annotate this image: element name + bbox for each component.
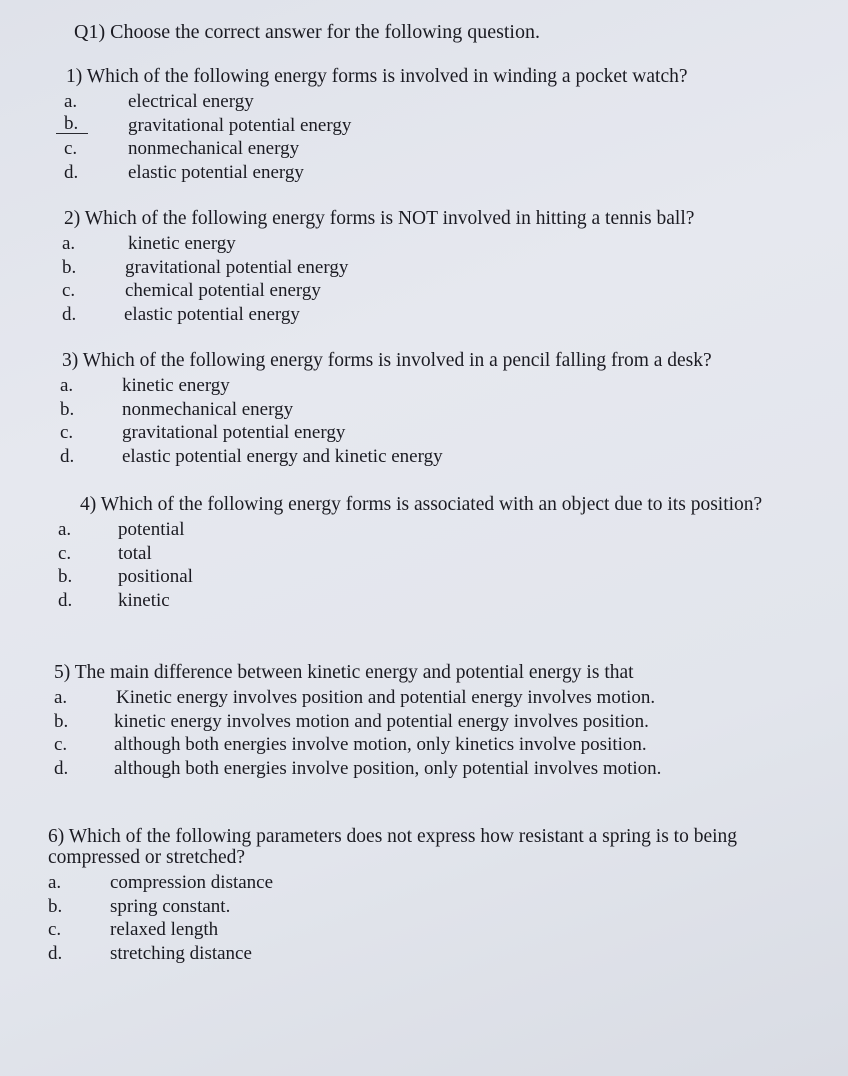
option-text: elastic potential energy [124, 303, 300, 325]
option-text: kinetic [118, 589, 170, 611]
option-letter: c. [58, 542, 72, 564]
option-letter: d. [62, 303, 77, 325]
option [54, 733, 814, 757]
option-selected [64, 114, 824, 138]
option-letter: a. [62, 233, 76, 254]
question-text: 2) Which of the following energy forms is NOT involved in hitting a tennis ball? [64, 208, 695, 229]
option-letter: a. [58, 519, 72, 540]
option-text: stretching distance [110, 942, 252, 964]
option [60, 398, 820, 422]
option-letter: c. [48, 919, 62, 940]
question-text: 3) Which of the following energy forms is involved in a pencil falling from a desk? [62, 350, 712, 371]
option-text: compression distance [110, 872, 274, 893]
option [58, 565, 818, 589]
option-text: kinetic energy [128, 233, 236, 254]
option-text: Kinetic energy involves position and potential energy involves motion. [116, 687, 656, 708]
option-text: gravitational potential energy [128, 114, 352, 136]
option-letter: d. [58, 589, 73, 611]
option [62, 303, 822, 327]
option-letter: a. [48, 872, 62, 893]
option-text: nonmechanical energy [128, 138, 300, 159]
option [58, 542, 818, 566]
option-text: elastic potential energy [128, 161, 304, 183]
option-text: although both energies involve motion, only kinetics involve position. [114, 734, 647, 755]
option-text: gravitational potential energy [125, 256, 349, 278]
option-text: nonmechanical energy [122, 398, 294, 420]
option-letter: c. [62, 280, 76, 301]
question-4 [58, 494, 818, 612]
question-5 [54, 662, 814, 780]
option-letter: d. [48, 942, 63, 964]
option-letter: c. [54, 734, 68, 755]
question-text: 4) Which of the following energy forms is associated with an object due to its position? [80, 494, 763, 515]
option [60, 374, 820, 398]
question-6 [48, 826, 808, 965]
option [54, 757, 814, 781]
option [48, 895, 808, 919]
option-letter: a. [60, 375, 74, 396]
option [58, 589, 818, 613]
option-text: kinetic energy [122, 375, 230, 396]
option-text: gravitational potential energy [122, 422, 346, 443]
question-3 [60, 350, 820, 468]
option-text: elastic potential energy and kinetic energy [122, 445, 443, 467]
option-letter: a. [64, 91, 78, 112]
option-text: relaxed length [110, 919, 219, 940]
option-text: spring constant. [110, 895, 231, 917]
option [60, 445, 820, 469]
option [64, 161, 824, 185]
option [48, 918, 808, 942]
option [62, 279, 822, 303]
option-letter: a. [54, 687, 68, 708]
option-letter: b. [58, 566, 73, 587]
question-text: 1) Which of the following energy forms is involved in winding a pocket watch? [66, 66, 688, 87]
option [60, 421, 820, 445]
option-letter-underlined: b. [56, 114, 88, 134]
option [64, 90, 824, 114]
option [54, 710, 814, 734]
option-letter: b. [62, 256, 77, 278]
option-text: kinetic energy involves motion and potential energy involves position. [114, 710, 649, 732]
option-letter: d. [54, 757, 69, 779]
option-letter: b. [48, 895, 63, 917]
option [48, 871, 808, 895]
option-text: although both energies involve position, only potential involves motion. [114, 757, 662, 779]
option-letter: c. [60, 422, 74, 443]
option [48, 942, 808, 966]
option-letter: c. [64, 138, 78, 159]
option [64, 137, 824, 161]
option-letter: d. [60, 445, 75, 467]
question-text: 5) The main difference between kinetic energy and potential energy is that [54, 662, 634, 683]
question-2 [62, 208, 822, 326]
option-text: potential [118, 519, 185, 540]
option-text: positional [118, 566, 193, 587]
question-1 [64, 66, 824, 184]
option-letter: b. [54, 710, 69, 732]
option [62, 256, 822, 280]
option-letter: b. [60, 398, 75, 420]
option [54, 686, 814, 710]
option-text: total [118, 542, 152, 564]
worksheet-header: Q1) Choose the correct answer for the following question. [74, 21, 540, 43]
option-text: electrical energy [128, 91, 254, 112]
option [58, 518, 818, 542]
option-text: chemical potential energy [125, 280, 321, 301]
option-letter: d. [64, 161, 79, 183]
option [62, 232, 822, 256]
question-text: 6) Which of the following parameters does not express how resistant a spring is to being compressed or stretched? [48, 826, 738, 868]
